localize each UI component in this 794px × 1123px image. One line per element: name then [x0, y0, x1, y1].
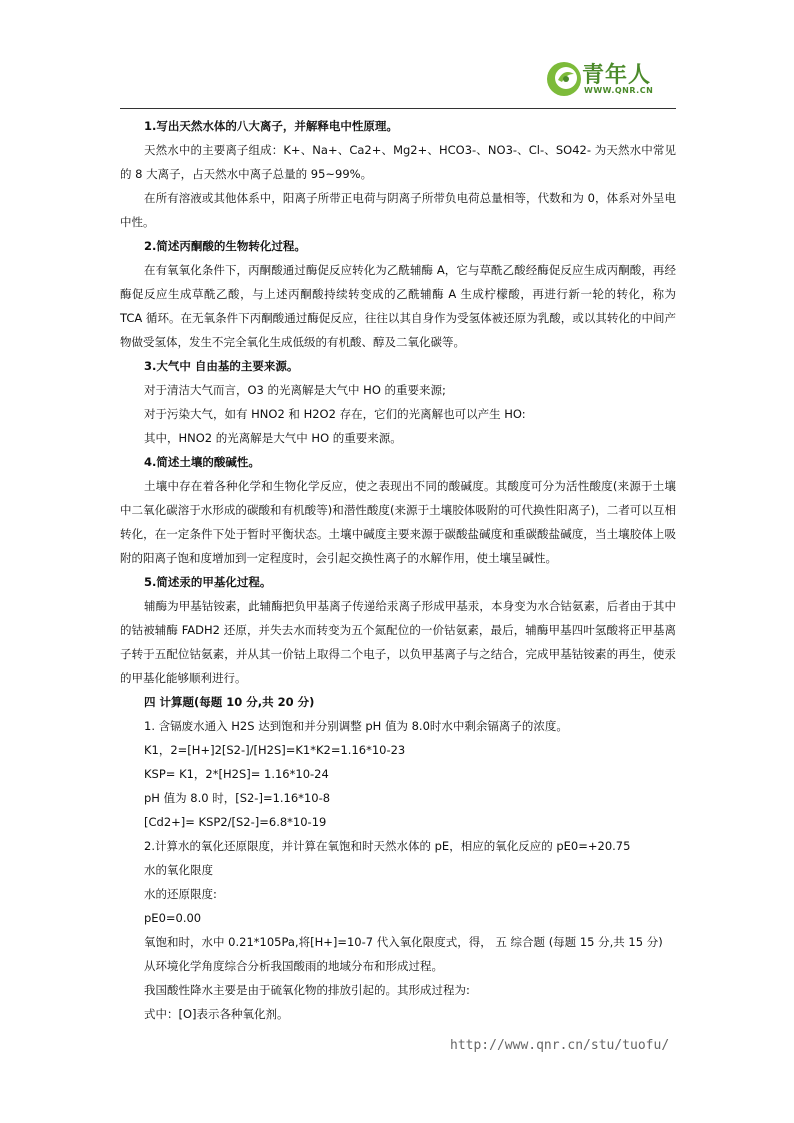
document-body	[120, 114, 676, 1026]
paragraph: 对于清洁大气而言，O3 的光离解是大气中 HO 的重要来源;	[144, 383, 446, 397]
paragraph: 2.计算水的氧化还原限度，并计算在氧饱和时天然水体的 pE，相应的氧化反应的 pE0=+20.75	[144, 839, 631, 853]
footer-url[interactable]: http://www.qnr.cn/stu/tuofu/	[450, 1038, 670, 1053]
paragraph: 对于污染大气，如有 HNO2 和 H2O2 存在，它们的光离解也可以产生 HO:	[144, 407, 526, 421]
paragraph: 在有氧氧化条件下，丙酮酸通过酶促反应转化为乙酰辅酶 A，它与草酰乙酸经酶促反应生成丙酮酸，再经酶促反应生成草酰乙酸，与上述丙酮酸持续转变成的乙酰辅酶 A 生成柠檬酸，再进行新一轮的转化，称为 TCA 循环。在无氧条件下丙酮酸通过酶促反应，往往以其自身作为受氢体被还原为乳酸，或以其转化的中间产物做受氢体，发生不完全氧化生成低级的有机酸、醇及二氧化碳等。	[120, 263, 676, 349]
paragraph: 水的氧化限度	[144, 863, 213, 877]
section-heading: 3.大气中 自由基的主要来源。	[144, 359, 299, 373]
paragraph: 其中，HNO2 的光离解是大气中 HO 的重要来源。	[144, 431, 402, 445]
section-heading: 2.简述丙酮酸的生物转化过程。	[144, 239, 306, 253]
section-heading: 四 计算题(每题 10 分,共 20 分)	[144, 695, 315, 709]
paragraph: K1，2=[H+]2[S2-]/[H2S]=K1*K2=1.16*10-23	[144, 743, 406, 757]
paragraph: KSP= K1，2*[H2S]= 1.16*10-24	[144, 767, 329, 781]
section-heading: 1.写出天然水体的八大离子，并解释电中性原理。	[144, 119, 398, 133]
paragraph: 从环境化学角度综合分析我国酸雨的地域分布和形成过程。	[144, 959, 443, 973]
logo-name: 青年人	[582, 63, 652, 88]
paragraph: pH 值为 8.0 时，[S2-]=1.16*10-8	[144, 791, 331, 805]
header-divider	[120, 108, 676, 109]
paragraph: [Cd2+]= KSP2/[S2-]=6.8*10-19	[144, 815, 327, 829]
paragraph: 辅酶为甲基钴铵素，此辅酶把负甲基离子传递给汞离子形成甲基汞，本身变为水合钴氨素，后者由于其中的钴被辅酶 FADH2 还原，并失去水而转变为五个氮配位的一价钴氨素，最后，辅酶甲基四叶氢酸将正甲基离子转于五配位钴氨素，并从其一价钴上取得二个电子，以负甲基离子与之结合，完成甲基钴铵素的再生，使汞的甲基化能够顺利进行。	[120, 599, 676, 685]
paragraph: 土壤中存在着各种化学和生物化学反应，使之表现出不同的酸碱度。其酸度可分为活性酸度(来源于土壤中二氧化碳溶于水形成的碳酸和有机酸等)和潜性酸度(来源于土壤胶体吸附的可代换性阳离子)，二者可以互相转化，在一定条件下处于暂时平衡状态。土壤中碱度主要来源于碳酸盐碱度和重碳酸盐碱度，当土壤胶体上吸附的阳离子饱和度增加到一定程度时，会引起交换性离子的水解作用，使土壤呈碱性。	[120, 479, 676, 565]
paragraph: 在所有溶液或其他体系中，阳离子所带正电荷与阴离子所带负电荷总量相等，代数和为 0，体系对外呈电中性。	[120, 191, 676, 229]
paragraph: 我国酸性降水主要是由于硫氧化物的排放引起的。其形成过程为:	[144, 983, 470, 997]
paragraph: 天然水中的主要离子组成：K+、Na+、Ca2+、Mg2+、HCO3-、NO3-、Cl-、SO42- 为天然水中常见的 8 大离子，占天然水中离子总量的 95~99%。	[120, 143, 676, 181]
paragraph: 1. 含镉废水通入 H2S 达到饱和并分别调整 pH 值为 8.0时水中剩余镉离子的浓度。	[144, 719, 568, 733]
paragraph: 水的还原限度:	[144, 887, 217, 901]
paragraph: pE0=0.00	[144, 911, 202, 925]
section-heading: 5.简述汞的甲基化过程。	[144, 575, 272, 589]
section-heading: 4.简述土壤的酸碱性。	[144, 455, 260, 469]
paragraph: 氧饱和时，水中 0.21*105Pa,将[H+]=10-7 代入氧化限度式，得， 五 综合题 (每题 15 分,共 15 分)	[144, 935, 663, 949]
logo-url: WWW.QNR.CN	[584, 86, 654, 95]
paragraph: 式中：[O]表示各种氧化剂。	[144, 1007, 289, 1021]
